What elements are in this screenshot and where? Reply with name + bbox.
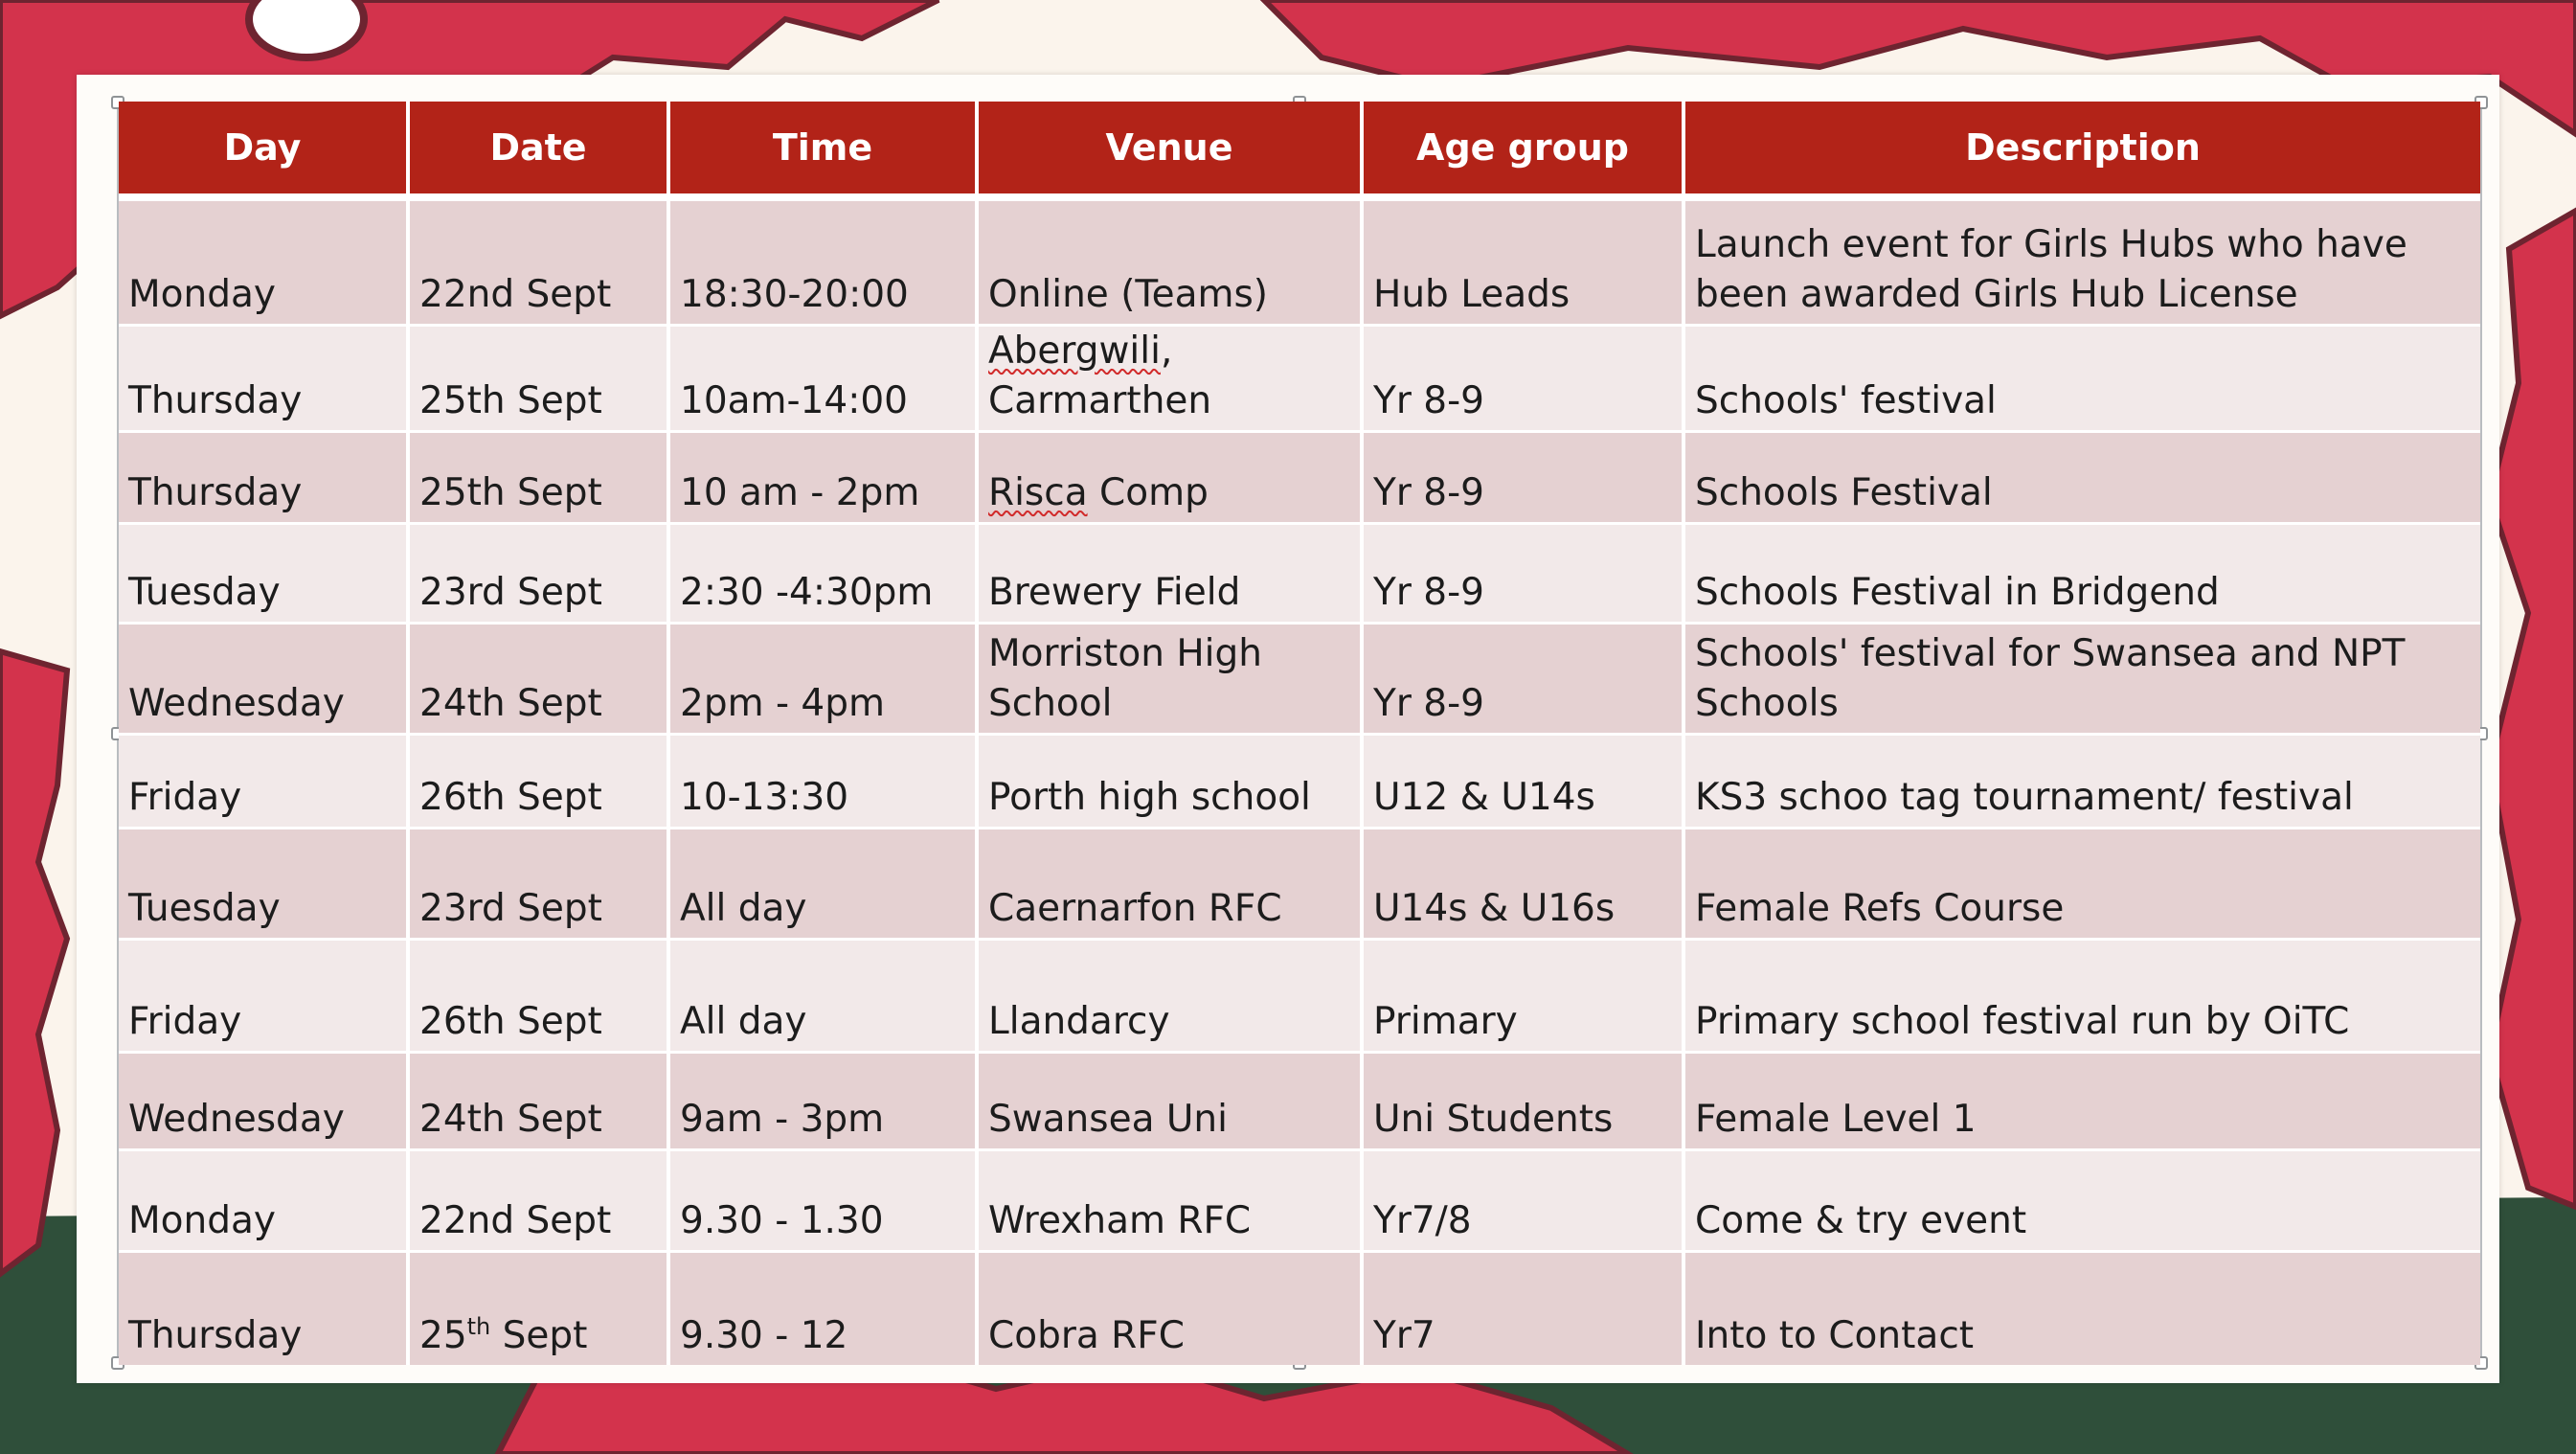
cell-date[interactable]: 26th Sept	[408, 939, 668, 1052]
table-row	[119, 828, 2480, 939]
cell-description[interactable]: Female Refs Course	[1683, 828, 2480, 939]
cell-day[interactable]: Monday	[119, 1149, 408, 1251]
cell-date[interactable]: 23rd Sept	[408, 828, 668, 939]
venue-text: Morriston High	[988, 631, 1262, 675]
cell-day[interactable]: Friday	[119, 939, 408, 1052]
cell-venue[interactable]: Cobra RFC	[977, 1251, 1362, 1365]
description-text: Schools' festival for Swansea and NPT	[1695, 631, 2406, 675]
cell-time[interactable]: 9.30 - 12	[668, 1251, 977, 1365]
cell-venue[interactable]	[977, 431, 1362, 523]
table-row	[119, 939, 2480, 1052]
cell-description[interactable]: Come & try event	[1683, 1149, 2480, 1251]
cell-day[interactable]: Tuesday	[119, 523, 408, 623]
cell-age-group[interactable]: Yr 8-9	[1362, 325, 1683, 431]
table-row	[119, 1149, 2480, 1251]
cell-description[interactable]: Schools Festival	[1683, 431, 2480, 523]
cell-date[interactable]: 24th Sept	[408, 1052, 668, 1149]
cell-time[interactable]: 18:30-20:00	[668, 197, 977, 325]
description-text: Schools	[1695, 681, 1839, 725]
table-row	[119, 325, 2480, 431]
cell-age-group[interactable]: U14s & U16s	[1362, 828, 1683, 939]
cell-description[interactable]: Schools Festival in Bridgend	[1683, 523, 2480, 623]
table-row	[119, 197, 2480, 325]
cell-venue[interactable]	[977, 325, 1362, 431]
cell-age-group[interactable]: Yr7	[1362, 1251, 1683, 1365]
cell-time[interactable]: 2pm - 4pm	[668, 623, 977, 734]
cell-age-group[interactable]: Yr7/8	[1362, 1149, 1683, 1251]
date-ordinal-suffix: th	[466, 1313, 491, 1340]
cell-day[interactable]: Thursday	[119, 431, 408, 523]
cell-venue[interactable]	[977, 623, 1362, 734]
cell-venue[interactable]: Online (Teams)	[977, 197, 1362, 325]
cell-day[interactable]: Thursday	[119, 325, 408, 431]
cell-day[interactable]: Monday	[119, 197, 408, 325]
cell-age-group[interactable]: Yr 8-9	[1362, 623, 1683, 734]
header-venue[interactable]: Venue	[977, 102, 1362, 197]
cell-age-group[interactable]: Yr 8-9	[1362, 523, 1683, 623]
cell-date[interactable]: 22nd Sept	[408, 1149, 668, 1251]
dragon-eye-shape	[249, 0, 364, 57]
cell-date[interactable]: 25th Sept	[408, 431, 668, 523]
table-row	[119, 523, 2480, 623]
header-date[interactable]: Date	[408, 102, 668, 197]
cell-venue[interactable]: Porth high school	[977, 734, 1362, 828]
cell-venue[interactable]: Brewery Field	[977, 523, 1362, 623]
cell-date[interactable]: 23rd Sept	[408, 523, 668, 623]
cell-date[interactable]	[408, 1251, 668, 1365]
cell-description[interactable]: KS3 schoo tag tournament/ festival	[1683, 734, 2480, 828]
cell-age-group[interactable]: Primary	[1362, 939, 1683, 1052]
cell-age-group[interactable]: Hub Leads	[1362, 197, 1683, 325]
cell-description[interactable]: Female Level 1	[1683, 1052, 2480, 1149]
header-description[interactable]: Description	[1683, 102, 2480, 197]
cell-day[interactable]: Wednesday	[119, 623, 408, 734]
table-row	[119, 734, 2480, 828]
cell-description[interactable]: Primary school festival run by OiTC	[1683, 939, 2480, 1052]
cell-time[interactable]: 9am - 3pm	[668, 1052, 977, 1149]
table-row	[119, 1052, 2480, 1149]
table-header-row	[119, 102, 2480, 197]
date-day-number: 25	[419, 1314, 467, 1357]
table-row	[119, 623, 2480, 734]
cell-venue[interactable]: Caernarfon RFC	[977, 828, 1362, 939]
venue-text: Carmarthen	[988, 378, 1212, 422]
cell-date[interactable]: 25th Sept	[408, 325, 668, 431]
header-time[interactable]: Time	[668, 102, 977, 197]
spellcheck-word: Abergwili	[988, 329, 1161, 373]
events-schedule-table[interactable]	[119, 102, 2480, 1365]
cell-date[interactable]: 24th Sept	[408, 623, 668, 734]
cell-age-group[interactable]: Yr 8-9	[1362, 431, 1683, 523]
spellcheck-word: Risca	[988, 470, 1088, 514]
table-row	[119, 1251, 2480, 1365]
header-age-group[interactable]: Age group	[1362, 102, 1683, 197]
date-month: Sept	[490, 1314, 588, 1357]
cell-time[interactable]: 2:30 -4:30pm	[668, 523, 977, 623]
venue-text: Comp	[1087, 470, 1209, 514]
cell-age-group[interactable]: U12 & U14s	[1362, 734, 1683, 828]
cell-time[interactable]: All day	[668, 939, 977, 1052]
cell-description[interactable]: Schools' festival	[1683, 325, 2480, 431]
table-row	[119, 431, 2480, 523]
cell-day[interactable]: Tuesday	[119, 828, 408, 939]
header-day[interactable]: Day	[119, 102, 408, 197]
cell-age-group[interactable]: Uni Students	[1362, 1052, 1683, 1149]
venue-text: School	[988, 681, 1113, 725]
cell-day[interactable]: Thursday	[119, 1251, 408, 1365]
cell-time[interactable]: 10 am - 2pm	[668, 431, 977, 523]
cell-description[interactable]: Launch event for Girls Hubs who have been awarded Girls Hub License	[1683, 197, 2480, 325]
cell-venue[interactable]: Wrexham RFC	[977, 1149, 1362, 1251]
cell-time[interactable]: 10am-14:00	[668, 325, 977, 431]
cell-description[interactable]: Into to Contact	[1683, 1251, 2480, 1365]
venue-text: ,	[1160, 329, 1173, 373]
cell-time[interactable]: 10-13:30	[668, 734, 977, 828]
cell-day[interactable]: Wednesday	[119, 1052, 408, 1149]
cell-date[interactable]: 22nd Sept	[408, 197, 668, 325]
cell-time[interactable]: All day	[668, 828, 977, 939]
cell-day[interactable]: Friday	[119, 734, 408, 828]
cell-date[interactable]: 26th Sept	[408, 734, 668, 828]
cell-description[interactable]	[1683, 623, 2480, 734]
cell-time[interactable]: 9.30 - 1.30	[668, 1149, 977, 1251]
cell-venue[interactable]: Swansea Uni	[977, 1052, 1362, 1149]
cell-venue[interactable]: Llandarcy	[977, 939, 1362, 1052]
